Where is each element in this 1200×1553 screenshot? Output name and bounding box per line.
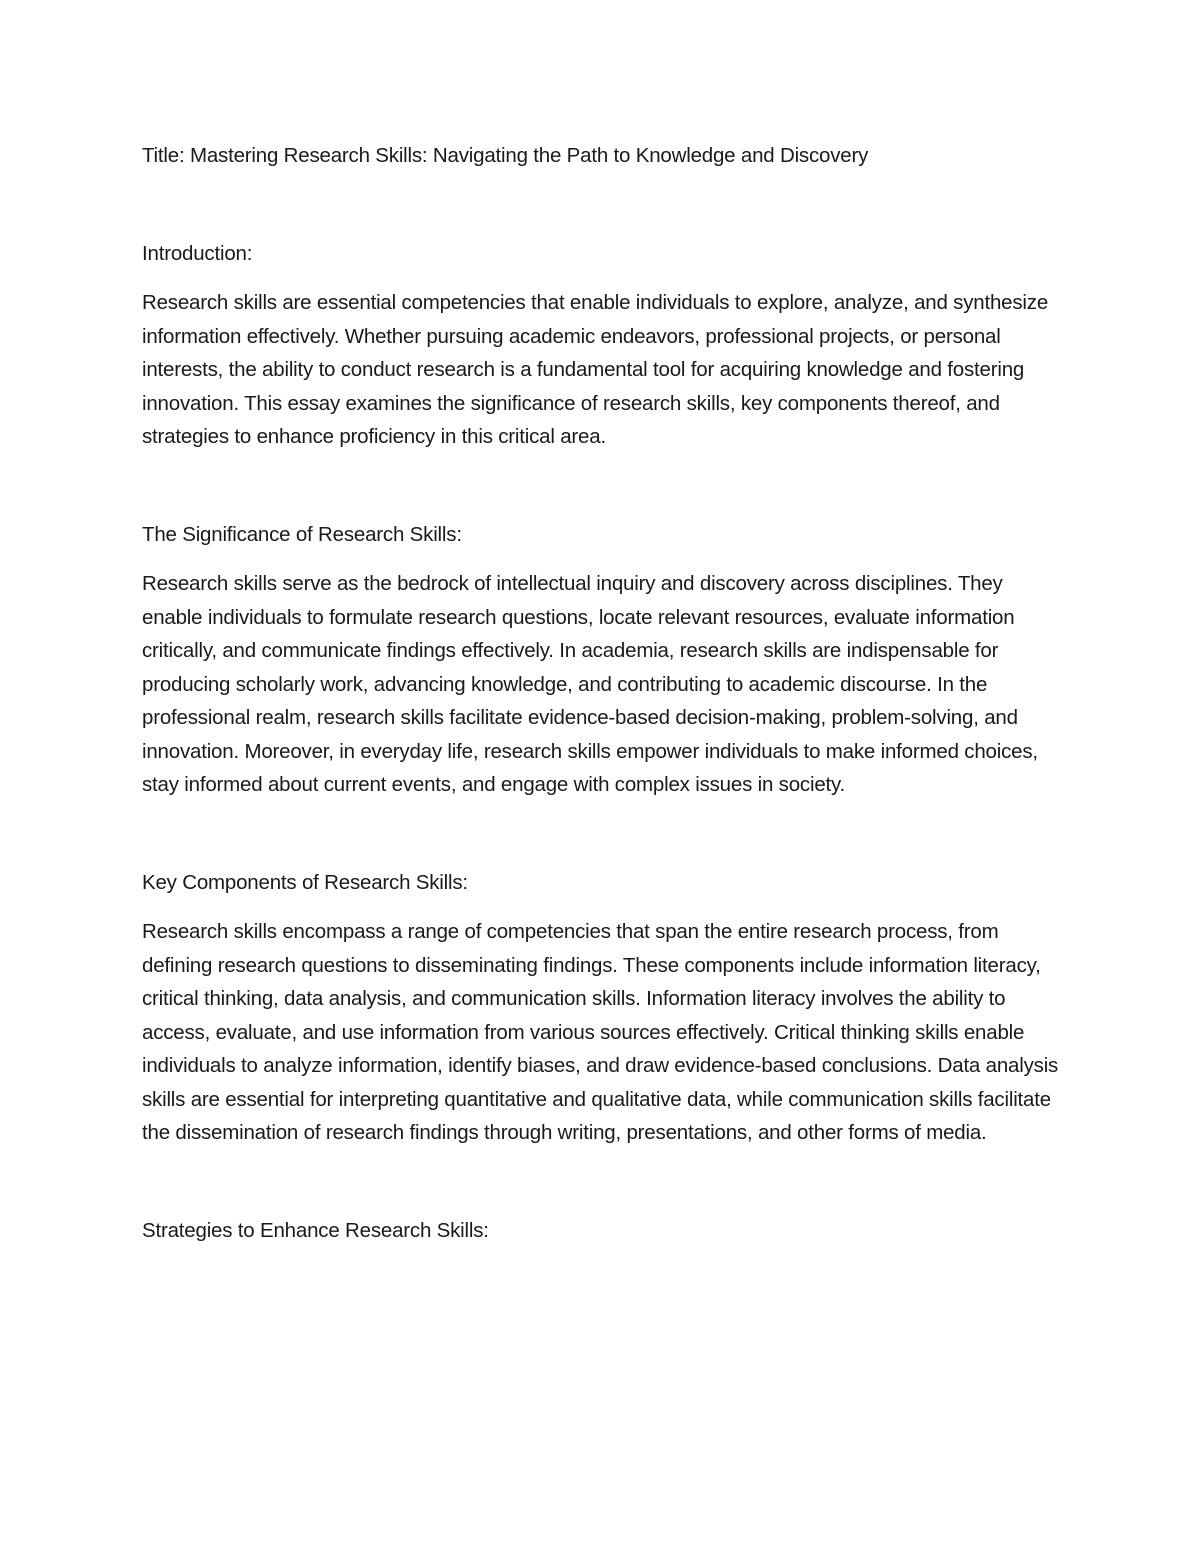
- section-heading-introduction: Introduction:: [142, 241, 253, 265]
- section-heading-significance: The Significance of Research Skills:: [142, 522, 462, 546]
- document-body: [142, 139, 1062, 1263]
- section-heading-key-components: Key Components of Research Skills:: [142, 870, 468, 894]
- section-heading-strategies: Strategies to Enhance Research Skills:: [142, 1218, 489, 1242]
- document-title: Title: Mastering Research Skills: Navigating the Path to Knowledge and Discovery: [142, 144, 869, 167]
- section-body-significance: Research skills serve as the bedrock of intellectual inquiry and discovery across disciplines. They enable individuals to formulate research questions, locate relevant resources, evaluate information critically, and communicate findings effectively. In academia, research skills are indispensable for producing scholarly work, advancing knowledge, and contributing to academic discourse. In the professional realm, research skills facilitate evidence-based decision-making, problem-solving, and innovation. Moreover, in everyday life, research skills empower individuals to make informed choices, stay informed about current events, and engage with complex issues in society.: [142, 572, 1038, 796]
- section-body-key-components: Research skills encompass a range of competencies that span the entire research process, from defining research questions to disseminating findings. These components include information literacy, critical thinking, data analysis, and communication skills. Information literacy involves the ability to access, evaluate, and use information from various sources effectively. Critical thinking skills enable individuals to analyze information, identify biases, and draw evidence-based conclusions. Data analysis skills are essential for interpreting quantitative and qualitative data, while communication skills facilitate the dissemination of research findings through writing, presentations, and other forms of media.: [142, 920, 1059, 1144]
- section-body-introduction: Research skills are essential competencies that enable individuals to explore, analyze, and synthesize information effectively. Whether pursuing academic endeavors, professional projects, or personal interests, the ability to conduct research is a fundamental tool for acquiring knowledge and fostering innovation. This essay examines the significance of research skills, key components thereof, and strategies to enhance proficiency in this critical area.: [142, 291, 1049, 448]
